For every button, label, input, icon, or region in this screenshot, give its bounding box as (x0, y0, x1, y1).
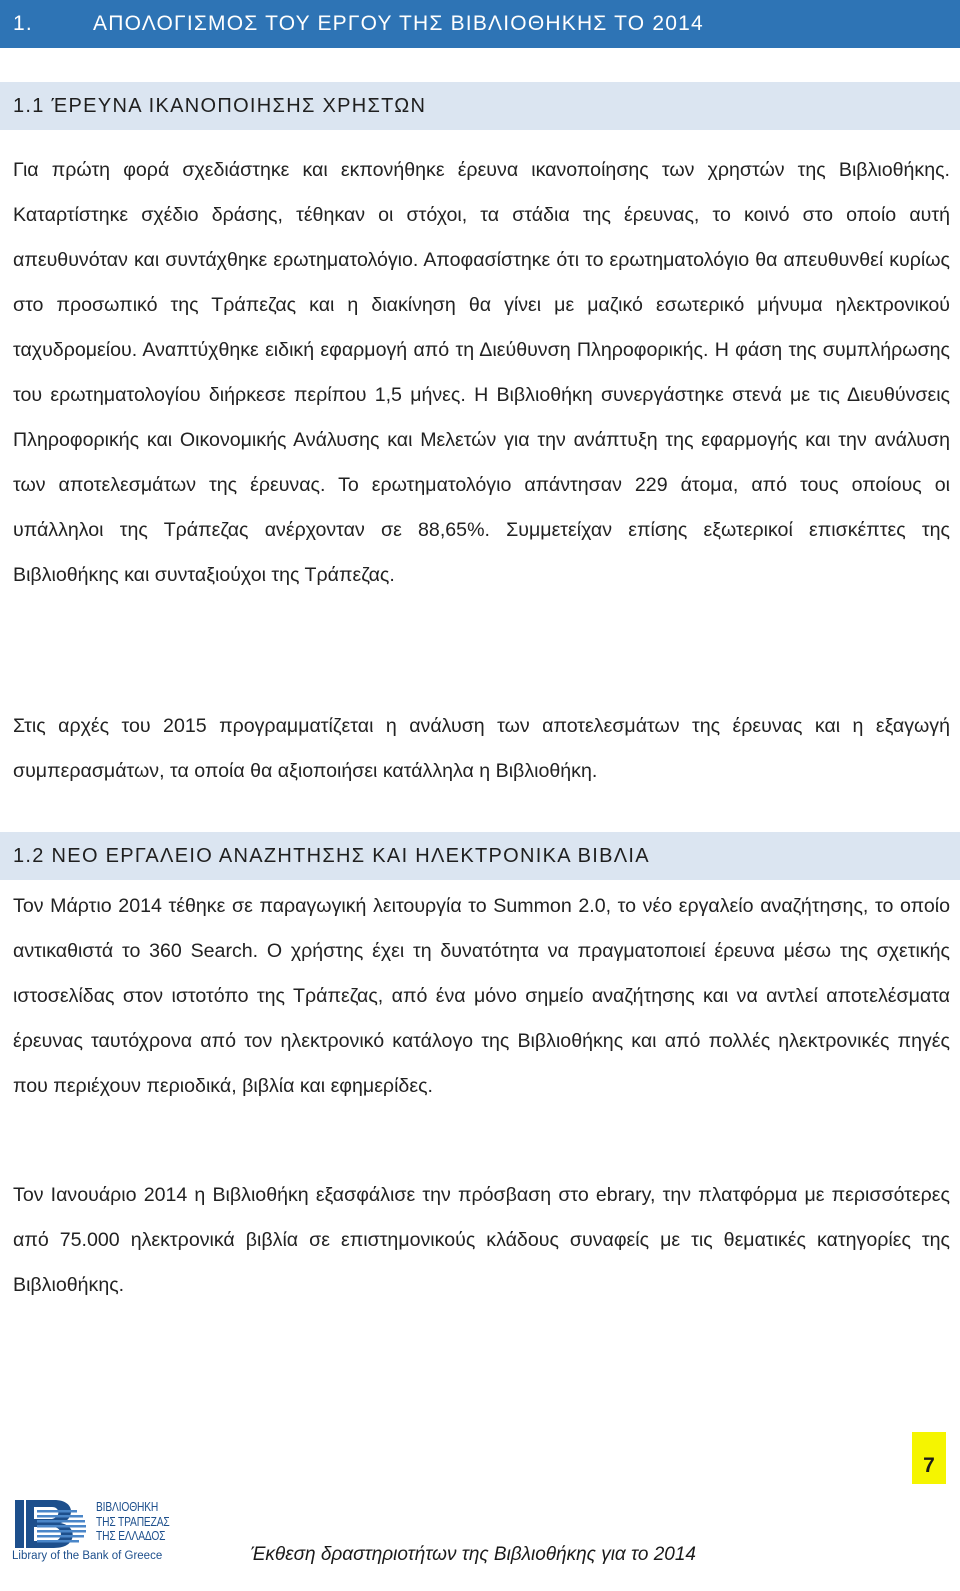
paragraph-summon: Τον Μάρτιο 2014 τέθηκε σε παραγωγική λειτουργία το Summon 2.0, το νέο εργαλείο αναζήτησης, το οποίο αντικαθιστά το 360 Search. Ο χρήστης έχει τη δυνατότητα να πραγματοποιεί έρευνα μέσω της σχετικής ιστοσελίδας στον ιστοτόπο της Τράπεζας, από ένα μόνο σημείο αναζήτησης και να αντλεί αποτελέσματα έρευνας ταυτόχρονα από τον ηλεκτρονικό κατάλογο της Βιβλιοθήκης και από πολλές ηλεκτρονικές πηγές που περιέχουν περιοδικά, βιβλία και εφημερίδες. (13, 895, 950, 1097)
section-heading-1 (0, 0, 960, 48)
library-logo (12, 1498, 192, 1568)
library-logo-text (96, 1500, 170, 1544)
subsection-heading-1-2: 1.2 ΝΕΟ ΕΡΓΑΛΕΙΟ ΑΝΑΖΗΤΗΣΗΣ ΚΑΙ ΗΛΕΚΤΡΟΝΙΚΑ ΒΙΒΛΙΑ (0, 832, 960, 880)
report-title: Έκθεση δραστηριοτήτων της Βιβλιοθήκης για το 2014 (250, 1544, 696, 1565)
subsection-heading-1-1: 1.1 ΈΡΕΥΝΑ ΙΚΑΝΟΠΟΙΗΣΗΣ ΧΡΗΣΤΩΝ (0, 82, 960, 130)
logo-line: ΒΙΒΛΙΟΘΗΚΗ (96, 1500, 159, 1514)
section-number: 1. (13, 12, 33, 35)
library-logo-english: Library of the Bank of Greece (12, 1550, 163, 1562)
paragraph-ebrary: Τον Ιανουάριο 2014 η Βιβλιοθήκη εξασφάλισε την πρόσβαση στο ebrary, την πλατφόρμα με περισσότερες από 75.000 ηλεκτρονικά βιβλία σε επιστημονικούς κλάδους συναφείς με τις θεματικές κατηγορίες της Βιβλιοθήκης. (13, 1184, 950, 1296)
logo-line: ΤΗΣ ΕΛΛΑΔΟΣ (96, 1529, 166, 1543)
paragraph-survey: Για πρώτη φορά σχεδιάστηκε και εκπονήθηκε έρευνα ικανοποίησης των χρηστών της Βιβλιοθήκης. Καταρτίστηκε σχέδιο δράσης, τέθηκαν οι στόχοι, τα στάδια της έρευνας, το κοινό στο οποίο αυτή απευθυνόταν και συντάχθηκε ερωτηματολόγιο. Αποφασίστηκε ότι το ερωτηματολόγιο θα απευθυνθεί κυρίως στο προσωπικό της Τράπεζας και η διακίνηση θα γίνει με μαζικό εσωτερικό μήνυμα ηλεκτρονικού ταχυδρομείου. Αναπτύχθηκε ειδική εφαρμογή από τη Διεύθυνση Πληροφορικής. Η φάση της συμπλήρωσης του ερωτηματολογίου διήρκεσε περίπου 1,5 μήνες. Η Βιβλιοθήκη συνεργάστηκε στενά με τις Διευθύνσεις Πληροφορικής και Οικονομικής Ανάλυσης και Μελετών για την ανάπτυξη της εφαρμογής και την ανάλυση των αποτελεσμάτων της έρευνας. Το ερωτηματολόγιο απάντησαν 229 άτομα, από τους οποίους οι υπάλληλοι της Τράπεζας ανέρχονταν σε 88,65%. Συμμετείχαν επίσης εξωτερικοί επισκέπτες της Βιβλιοθήκης και συνταξιούχοι της Τράπεζας. (13, 159, 950, 586)
logo-line: ΤΗΣ ΤΡΑΠΕΖΑΣ (96, 1514, 170, 1529)
page-number: 7 (912, 1432, 946, 1484)
section-title: ΑΠΟΛΟΓΙΣΜΟΣ ΤΟΥ ΕΡΓΟΥ ΤΗΣ ΒΙΒΛΙΟΘΗΚΗΣ ΤΟ 2014 (93, 12, 704, 35)
library-logo-icon (12, 1498, 88, 1550)
paragraph-survey-plans: Στις αρχές του 2015 προγραμματίζεται η ανάλυση των αποτελεσμάτων της έρευνας και η εξαγωγή συμπερασμάτων, τα οποία θα αξιοποιήσει κατάλληλα η Βιβλιοθήκη. (13, 715, 950, 782)
